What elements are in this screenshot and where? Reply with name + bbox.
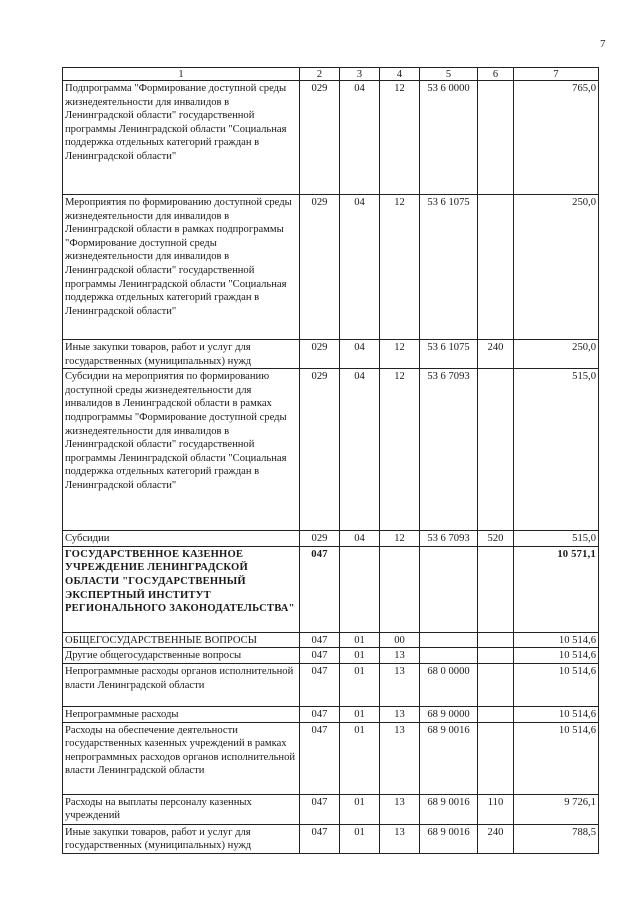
row-amount: 10 514,6	[514, 722, 599, 794]
row-code: 047	[300, 648, 340, 664]
row-section: 01	[340, 663, 380, 706]
table-row	[63, 648, 599, 664]
table-row	[63, 546, 599, 632]
row-section: 04	[340, 340, 380, 369]
row-section: 01	[340, 706, 380, 722]
row-type	[478, 195, 514, 340]
row-target: 53 6 1075	[420, 340, 478, 369]
row-code: 029	[300, 369, 340, 531]
row-amount: 250,0	[514, 340, 599, 369]
row-type: 240	[478, 824, 514, 853]
row-amount: 515,0	[514, 531, 599, 547]
table-row	[63, 195, 599, 340]
row-section: 01	[340, 722, 380, 794]
row-subsection: 12	[380, 369, 420, 531]
row-subsection: 12	[380, 340, 420, 369]
row-subsection: 13	[380, 824, 420, 853]
row-name: Непрограммные расходы органов исполнительной власти Ленинградской области	[63, 663, 300, 706]
row-name: Расходы на выплаты персоналу казенных учреждений	[63, 794, 300, 824]
table-row	[63, 824, 599, 853]
table-row	[63, 81, 599, 195]
column-header: 6	[478, 68, 514, 81]
column-header: 2	[300, 68, 340, 81]
row-amount: 765,0	[514, 81, 599, 195]
row-type	[478, 663, 514, 706]
row-subsection: 12	[380, 531, 420, 547]
row-name: ГОСУДАРСТВЕННОЕ КАЗЕННОЕ УЧРЕЖДЕНИЕ ЛЕНИНГРАДСКОЙ ОБЛАСТИ "ГОСУДАРСТВЕННЫЙ ЭКСПЕРТНЫЙ ИНСТИТУТ РЕГИОНАЛЬНОГО ЗАКОНОДАТЕЛЬСТВА"	[63, 546, 300, 632]
row-target: 53 6 7093	[420, 531, 478, 547]
row-amount: 10 571,1	[514, 546, 599, 632]
table-row	[63, 369, 599, 531]
column-header: 1	[63, 68, 300, 81]
row-type	[478, 632, 514, 648]
row-name: Другие общегосударственные вопросы	[63, 648, 300, 664]
row-target: 53 6 0000	[420, 81, 478, 195]
row-section: 01	[340, 648, 380, 664]
row-subsection: 12	[380, 195, 420, 340]
table-row	[63, 794, 599, 824]
row-type	[478, 81, 514, 195]
table-row	[63, 340, 599, 369]
row-target: 68 9 0000	[420, 706, 478, 722]
row-subsection: 13	[380, 794, 420, 824]
row-target	[420, 632, 478, 648]
row-target: 68 9 0016	[420, 722, 478, 794]
table-row	[63, 663, 599, 706]
row-name: Непрограммные расходы	[63, 706, 300, 722]
row-code: 047	[300, 663, 340, 706]
row-name: Иные закупки товаров, работ и услуг для государственных (муниципальных) нужд	[63, 824, 300, 853]
row-name: Расходы на обеспечение деятельности государственных казенных учреждений в рамках непрограммных расходов органов исполнительной власти Ленинградской области	[63, 722, 300, 794]
row-subsection: 13	[380, 722, 420, 794]
row-code: 047	[300, 794, 340, 824]
table-row	[63, 722, 599, 794]
column-header: 3	[340, 68, 380, 81]
row-subsection: 12	[380, 81, 420, 195]
column-header: 7	[514, 68, 599, 81]
row-code: 029	[300, 340, 340, 369]
column-header: 5	[420, 68, 478, 81]
row-section: 01	[340, 824, 380, 853]
row-name: Субсидии	[63, 531, 300, 547]
row-name: Подпрограмма "Формирование доступной среды жизнедеятельности для инвалидов в Ленинградской области" государственной программы Ленинградской области "Социальная поддержка отдельных категорий граждан в Ленинградской области"	[63, 81, 300, 195]
row-target: 68 0 0000	[420, 663, 478, 706]
row-target	[420, 546, 478, 632]
row-amount: 515,0	[514, 369, 599, 531]
row-code: 029	[300, 531, 340, 547]
row-amount: 250,0	[514, 195, 599, 340]
table-row	[63, 706, 599, 722]
table-row	[63, 632, 599, 648]
row-type	[478, 648, 514, 664]
row-name: ОБЩЕГОСУДАРСТВЕННЫЕ ВОПРОСЫ	[63, 632, 300, 648]
row-section: 01	[340, 794, 380, 824]
column-header: 4	[380, 68, 420, 81]
page-number: 7	[600, 38, 606, 50]
table-header-row	[63, 68, 599, 81]
row-section	[340, 546, 380, 632]
row-code: 047	[300, 706, 340, 722]
row-subsection: 13	[380, 706, 420, 722]
row-target: 68 9 0016	[420, 824, 478, 853]
row-subsection	[380, 546, 420, 632]
row-code: 047	[300, 722, 340, 794]
row-type: 520	[478, 531, 514, 547]
row-amount: 10 514,6	[514, 663, 599, 706]
row-type: 240	[478, 340, 514, 369]
row-code: 047	[300, 824, 340, 853]
row-section: 04	[340, 531, 380, 547]
row-type: 110	[478, 794, 514, 824]
row-code: 047	[300, 632, 340, 648]
row-target: 53 6 7093	[420, 369, 478, 531]
row-type	[478, 369, 514, 531]
row-subsection: 13	[380, 648, 420, 664]
budget-table	[62, 67, 599, 854]
row-target: 68 9 0016	[420, 794, 478, 824]
row-code: 029	[300, 195, 340, 340]
row-section: 04	[340, 195, 380, 340]
row-type	[478, 722, 514, 794]
row-type	[478, 546, 514, 632]
row-type	[478, 706, 514, 722]
row-name: Иные закупки товаров, работ и услуг для государственных (муниципальных) нужд	[63, 340, 300, 369]
row-name: Субсидии на мероприятия по формированию доступной среды жизнедеятельности для инвалидов в Ленинградской области в рамках подпрограммы "Формирование доступной среды жизнедеятельности для инвалидов в Ленинградской области" государственной программы Ленинградской области "Социальная поддержка отдельных категорий граждан в Ленинградской области"	[63, 369, 300, 531]
row-amount: 10 514,6	[514, 706, 599, 722]
row-amount: 9 726,1	[514, 794, 599, 824]
row-target	[420, 648, 478, 664]
row-section: 01	[340, 632, 380, 648]
row-amount: 10 514,6	[514, 648, 599, 664]
row-code: 029	[300, 81, 340, 195]
row-amount: 10 514,6	[514, 632, 599, 648]
row-subsection: 13	[380, 663, 420, 706]
row-section: 04	[340, 369, 380, 531]
row-section: 04	[340, 81, 380, 195]
row-name: Мероприятия по формированию доступной среды жизнедеятельности для инвалидов в Ленинградской области в рамках подпрограммы "Формирование доступной среды жизнедеятельности для инвалидов в Ленинградской области" государственной программы Ленинградской области "Социальная поддержка отдельных категорий граждан в Ленинградской области"	[63, 195, 300, 340]
table-row	[63, 531, 599, 547]
row-code: 047	[300, 546, 340, 632]
row-amount: 788,5	[514, 824, 599, 853]
row-subsection: 00	[380, 632, 420, 648]
row-target: 53 6 1075	[420, 195, 478, 340]
